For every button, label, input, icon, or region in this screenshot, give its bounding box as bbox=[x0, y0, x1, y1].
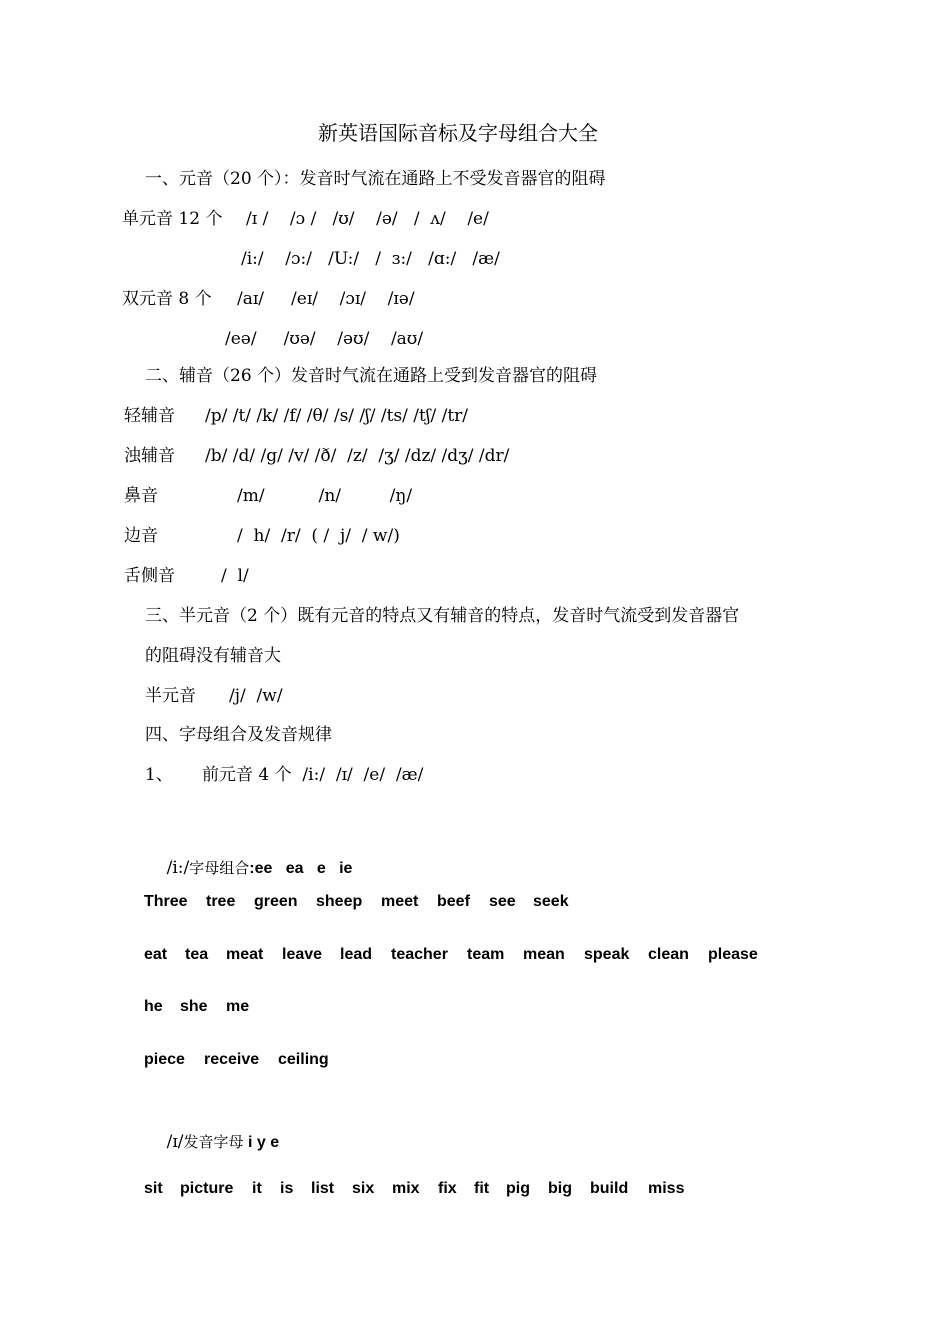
example-word: seek bbox=[533, 893, 569, 910]
example-word: he bbox=[144, 998, 163, 1015]
example-word: meat bbox=[226, 946, 264, 963]
front-vowel-line: 前元音 4 个 /i:/ /ɪ/ /e/ /æ/ bbox=[202, 765, 424, 785]
short-i-letters: i y e bbox=[243, 1134, 280, 1151]
page-title: 新英语国际音标及字母组合大全 bbox=[318, 121, 598, 145]
example-word: mix bbox=[392, 1180, 420, 1197]
example-word: receive bbox=[204, 1051, 260, 1068]
example-word: miss bbox=[648, 1180, 685, 1197]
monophthong-label: 单元音 12 个 bbox=[122, 209, 223, 229]
example-word: leave bbox=[282, 946, 323, 963]
example-word: eat bbox=[144, 946, 168, 963]
example-word: team bbox=[467, 946, 505, 963]
example-word: green bbox=[254, 893, 298, 910]
example-word: it bbox=[252, 1180, 262, 1197]
voiced-consonants: /b/ /d/ /g/ /v/ /ð/ /z/ /ʒ/ /dz/ /dʒ/ /dr/ bbox=[205, 446, 510, 466]
example-word: tea bbox=[185, 946, 209, 963]
example-word: beef bbox=[437, 893, 470, 910]
diphthong-row-2: /eə/ /ʊə/ /əʊ/ /aʊ/ bbox=[225, 329, 424, 349]
front-vowel-number: 1、 bbox=[145, 765, 173, 785]
voiceless-consonants: /p/ /t/ /k/ /f/ /θ/ /s/ /ʃ/ /ts/ /tʃ/ /tr/ bbox=[205, 406, 469, 426]
example-word: please bbox=[708, 946, 758, 963]
example-word: see bbox=[489, 893, 516, 910]
example-word: teacher bbox=[391, 946, 448, 963]
edge-consonants: / h/ /r/ ( / j/ / w/) bbox=[237, 526, 400, 546]
semivowel-values: /j/ /w/ bbox=[229, 686, 283, 706]
voiceless-label: 轻辅音 bbox=[124, 406, 175, 426]
example-word: speak bbox=[584, 946, 630, 963]
semivowel-heading-line-1: 三、半元音（2 个）既有元音的特点又有辅音的特点，发音时气流受到发音器官 bbox=[145, 606, 740, 626]
long-i-label: 字母组合 bbox=[189, 859, 250, 877]
example-word: sit bbox=[144, 1180, 163, 1197]
short-i-label: 发音字母 bbox=[183, 1133, 244, 1151]
example-word: picture bbox=[180, 1180, 234, 1197]
edge-label: 边音 bbox=[124, 526, 158, 546]
long-i-symbol: /i:/ bbox=[166, 858, 190, 878]
example-word: tree bbox=[206, 893, 236, 910]
example-word: clean bbox=[648, 946, 689, 963]
semivowel-heading-line-2: 的阻碍没有辅音大 bbox=[145, 646, 281, 666]
short-i-symbol: /ɪ/ bbox=[166, 1132, 184, 1152]
consonant-heading: 二、辅音（26 个）发音时气流在通路上受到发音器官的阻碍 bbox=[145, 366, 598, 386]
example-word: she bbox=[180, 998, 208, 1015]
example-word: me bbox=[226, 998, 250, 1015]
lateral-label: 舌侧音 bbox=[124, 566, 175, 586]
example-word: mean bbox=[523, 946, 565, 963]
voiced-label: 浊辅音 bbox=[124, 446, 175, 466]
semivowel-label: 半元音 bbox=[145, 686, 196, 706]
example-word: fix bbox=[438, 1180, 457, 1197]
nasal-label: 鼻音 bbox=[124, 486, 158, 506]
example-word: sheep bbox=[316, 893, 363, 910]
example-word: six bbox=[352, 1180, 375, 1197]
monophthong-row-2: /i:/ /ɔ:/ /U:/ / ɜ:/ /ɑ:/ /æ/ bbox=[241, 249, 500, 269]
example-word: piece bbox=[144, 1051, 185, 1068]
monophthong-row-1: /ɪ / /ɔ / /ʊ/ /ə/ / ʌ/ /e/ bbox=[246, 209, 489, 229]
short-i-rule bbox=[145, 1109, 279, 1176]
diphthong-row-1: /aɪ/ /eɪ/ /ɔɪ/ /ɪə/ bbox=[237, 289, 415, 309]
example-word: lead bbox=[340, 946, 373, 963]
example-word: pig bbox=[506, 1180, 530, 1197]
example-word: big bbox=[548, 1180, 572, 1197]
example-word: Three bbox=[144, 893, 188, 910]
nasal-consonants: /m/ /n/ /ŋ/ bbox=[237, 486, 413, 506]
long-i-letters: :ee ea e ie bbox=[249, 860, 353, 877]
example-word: is bbox=[280, 1180, 294, 1197]
example-word: meet bbox=[381, 893, 419, 910]
example-word: fit bbox=[474, 1180, 490, 1197]
example-word: build bbox=[590, 1180, 629, 1197]
vowel-heading: 一、元音（20 个）：发音时气流在通路上不受发音器官的阻碍 bbox=[145, 169, 606, 189]
example-word: ceiling bbox=[278, 1051, 329, 1068]
example-word: list bbox=[311, 1180, 335, 1197]
letter-combo-heading: 四、字母组合及发音规律 bbox=[145, 725, 332, 745]
diphthong-label: 双元音 8 个 bbox=[122, 289, 212, 309]
lateral-consonants: / l/ bbox=[221, 566, 249, 586]
